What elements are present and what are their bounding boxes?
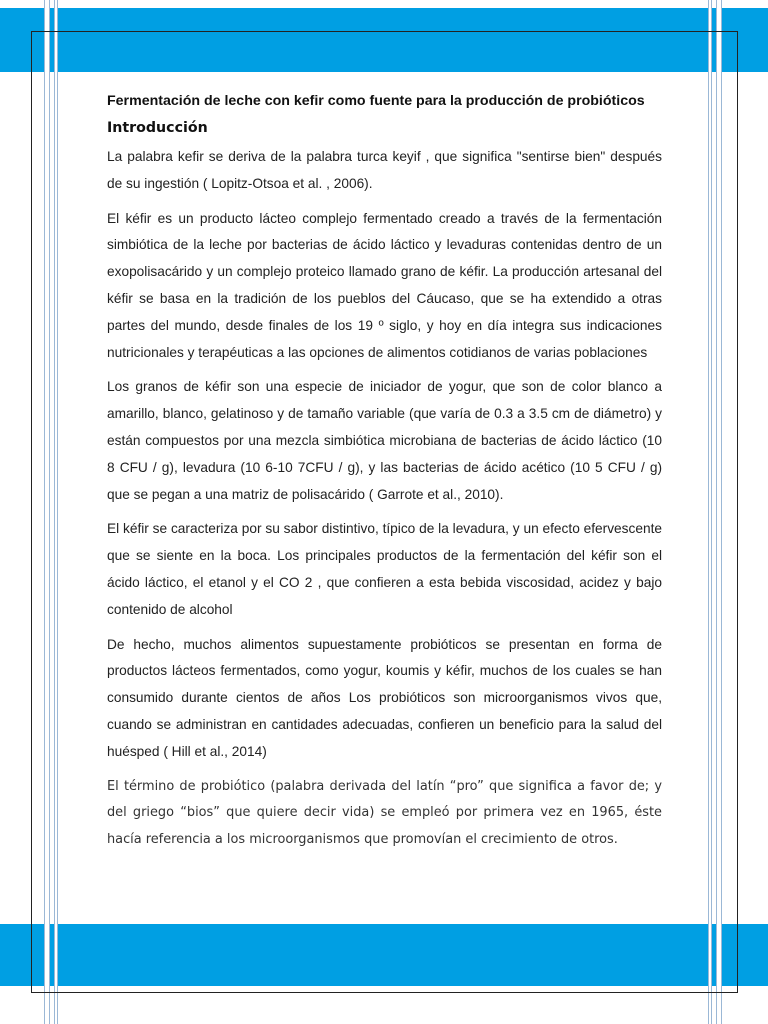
- paragraph: El kéfir es un producto lácteo complejo fermentado creado a través de la fermentación simbiótica de la leche por bacterias de ácido láctico y levaduras contenidas dentro de un exopolisacárido y un complejo proteico llamado grano de kéfir. La producción artesanal del kéfir se basa en la tradición de los pueblos del Cáucaso, que se ha extendido a otras partes del mundo, desde finales de los 19 º siglo, y hoy en día integra sus indicaciones nutricionales y terapéuticas a las opciones de alimentos cotidianos de varias poblaciones: [107, 210, 662, 360]
- paragraph: El término de probiótico (palabra derivada del latín “pro” que significa a favor de; y del griego “bios” que quiere decir vida) se empleó por primera vez en 1965, éste hacía referencia a los microorganismos que promovían el crecimiento de otros.: [107, 778, 662, 848]
- paragraph: La palabra kefir se deriva de la palabra turca keyif , que significa "sentirse bien" después de su ingestión ( Lopitz-Otsoa et al. , 2006).: [107, 149, 662, 191]
- document-title: Fermentación de leche con kefir como fuente para la producción de probióticos: [107, 93, 645, 109]
- paragraph: De hecho, muchos alimentos supuestamente probióticos se presentan en forma de productos lácteos fermentados, como yogur, koumis y kéfir, muchos de los cuales se han consumido durante cientos de años Los probióticos son microorganismos vivos que, cuando se administran en cantidades adecuadas, confieren un beneficio para la salud del huésped ( Hill et al., 2014): [107, 636, 662, 759]
- paragraph: El kéfir se caracteriza por su sabor distintivo, típico de la levadura, y un efecto efervescente que se siente en la boca. Los principales productos de la fermentación del kéfir son el ácido láctico, el etanol y el CO 2 , que confieren a esta bebida viscosidad, acidez y bajo contenido de alcohol: [107, 521, 662, 617]
- document-body: [107, 88, 662, 862]
- section-heading: Introducción: [107, 120, 208, 136]
- paragraph: Los granos de kéfir son una especie de iniciador de yogur, que son de color blanco a amarillo, blanco, gelatinoso y de tamaño variable (que varía de 0.3 a 3.5 cm de diámetro) y están compuestos por una mezcla simbiótica microbiana de bacterias de ácido láctico (10 8 CFU / g), levadura (10 6-10 7CFU / g), y las bacterias de ácido acético (10 5 CFU / g) que se pegan a una matriz de polisacárido ( Garrote et al., 2010).: [107, 379, 662, 502]
